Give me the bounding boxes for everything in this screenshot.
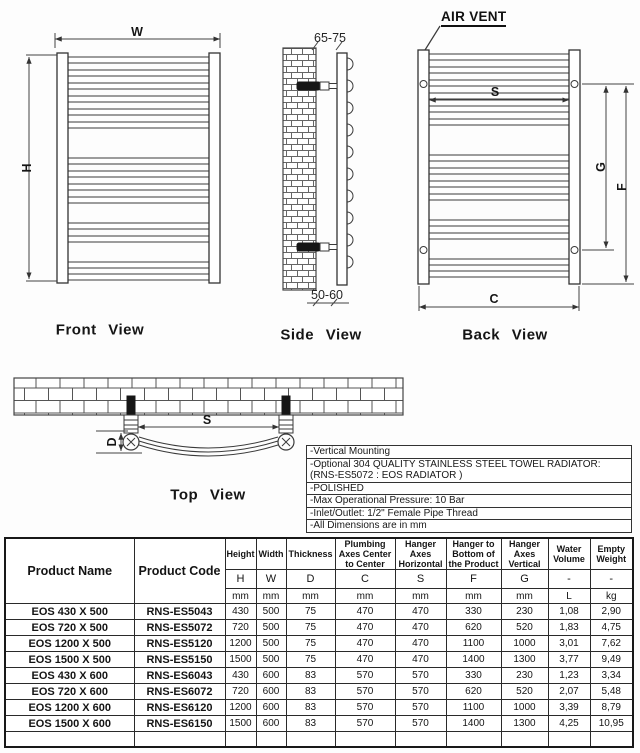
value-cell: 430	[225, 668, 256, 684]
value-cell: 1100	[446, 636, 501, 652]
value-cell: 500	[256, 636, 286, 652]
notes-box	[306, 445, 632, 533]
value-cell: 2,07	[548, 684, 590, 700]
table-row	[5, 684, 633, 700]
note-row	[307, 507, 631, 520]
value-cell: 570	[335, 668, 395, 684]
value-cell: 1300	[501, 652, 548, 668]
value-cell: 570	[395, 668, 446, 684]
value-cell	[501, 732, 548, 747]
column-header: Water Volume	[548, 538, 590, 570]
note-line: -POLISHED	[310, 482, 364, 494]
note-row	[307, 446, 631, 458]
value-cell: 83	[286, 716, 335, 732]
product-name-cell: EOS 430 X 500	[5, 604, 134, 620]
value-cell: 520	[501, 684, 548, 700]
value-cell: 330	[446, 668, 501, 684]
note-line: -All Dimensions are in mm	[310, 520, 427, 531]
column-unit: mm	[395, 589, 446, 604]
value-cell: 1,23	[548, 668, 590, 684]
product-code-cell: RNS-ES5043	[134, 604, 225, 620]
value-cell: 75	[286, 620, 335, 636]
column-symbol: H	[225, 570, 256, 589]
column-header: Hanger Axes Horizontal	[395, 538, 446, 570]
value-cell: 470	[335, 636, 395, 652]
product-code-cell	[134, 732, 225, 747]
column-symbol: G	[501, 570, 548, 589]
value-cell: 620	[446, 620, 501, 636]
side-view-drawing	[283, 42, 353, 306]
note-line: -Inlet/Outlet: 1/2" Female Pipe Thread	[310, 507, 478, 519]
value-cell	[590, 732, 633, 747]
dim-label-g: G	[594, 162, 608, 172]
product-code-cell: RNS-ES6072	[134, 684, 225, 700]
value-cell: 3,34	[590, 668, 633, 684]
column-unit: mm	[256, 589, 286, 604]
value-cell: 230	[501, 604, 548, 620]
value-cell: 600	[256, 716, 286, 732]
column-symbol: -	[590, 570, 633, 589]
product-code-cell: RNS-ES6043	[134, 668, 225, 684]
table-row	[5, 716, 633, 732]
column-header: Hanger to Bottom of the Product	[446, 538, 501, 570]
table-row	[5, 620, 633, 636]
value-cell: 75	[286, 636, 335, 652]
value-cell: 720	[225, 620, 256, 636]
value-cell: 720	[225, 684, 256, 700]
column-header: Thickness	[286, 538, 335, 570]
product-name-cell: EOS 720 X 600	[5, 684, 134, 700]
value-cell: 1500	[225, 716, 256, 732]
value-cell	[548, 732, 590, 747]
value-cell: 8,79	[590, 700, 633, 716]
back-view-title: Back View	[462, 326, 548, 344]
dim-label-h: H	[20, 163, 34, 173]
dim-label-f: F	[615, 183, 629, 191]
value-cell	[395, 732, 446, 747]
value-cell: 1500	[225, 652, 256, 668]
value-cell: 500	[256, 620, 286, 636]
product-name-cell: EOS 720 X 500	[5, 620, 134, 636]
dim-label-wall-offset-top: 65-75	[314, 31, 346, 45]
value-cell	[286, 732, 335, 747]
value-cell: 570	[395, 716, 446, 732]
value-cell: 1200	[225, 636, 256, 652]
dim-label-s-top: S	[202, 413, 212, 427]
note-row	[307, 458, 631, 482]
top-view-title: Top View	[170, 486, 246, 504]
value-cell: 470	[395, 652, 446, 668]
value-cell: 470	[395, 604, 446, 620]
column-unit: mm	[286, 589, 335, 604]
value-cell	[256, 732, 286, 747]
value-cell: 83	[286, 684, 335, 700]
value-cell: 470	[395, 620, 446, 636]
column-unit: mm	[335, 589, 395, 604]
product-code-cell: RNS-ES6150	[134, 716, 225, 732]
dim-label-s-back: S	[490, 85, 500, 99]
column-unit: mm	[446, 589, 501, 604]
dim-label-c: C	[489, 292, 499, 306]
air-vent-label: AIR VENT	[441, 9, 506, 27]
value-cell: 470	[395, 636, 446, 652]
value-cell	[225, 732, 256, 747]
value-cell: 3,39	[548, 700, 590, 716]
value-cell: 600	[256, 668, 286, 684]
value-cell: 570	[335, 716, 395, 732]
product-name-cell: EOS 1200 X 500	[5, 636, 134, 652]
value-cell: 4,25	[548, 716, 590, 732]
product-code-cell: RNS-ES5120	[134, 636, 225, 652]
column-header: Empty Weight	[590, 538, 633, 570]
column-symbol: C	[335, 570, 395, 589]
value-cell: 1000	[501, 700, 548, 716]
note-line: (RNS-ES5072 : EOS RADIATOR )	[310, 470, 463, 481]
value-cell: 7,62	[590, 636, 633, 652]
value-cell: 1200	[225, 700, 256, 716]
value-cell: 230	[501, 668, 548, 684]
table-row	[5, 668, 633, 684]
dim-label-wall-offset-bottom: 50-60	[311, 288, 343, 302]
value-cell: 5,48	[590, 684, 633, 700]
value-cell: 330	[446, 604, 501, 620]
column-unit: mm	[501, 589, 548, 604]
product-name-cell: EOS 1500 X 600	[5, 716, 134, 732]
value-cell: 1300	[501, 716, 548, 732]
value-cell: 620	[446, 684, 501, 700]
dim-label-w: W	[131, 25, 143, 39]
column-header: Width	[256, 538, 286, 570]
value-cell: 3,77	[548, 652, 590, 668]
value-cell: 75	[286, 652, 335, 668]
table-row	[5, 604, 633, 620]
note-row	[307, 519, 631, 532]
column-symbol: W	[256, 570, 286, 589]
product-name-cell: EOS 1200 X 600	[5, 700, 134, 716]
table-row	[5, 652, 633, 668]
value-cell: 520	[501, 620, 548, 636]
note-row	[307, 482, 631, 495]
value-cell: 1100	[446, 700, 501, 716]
value-cell: 83	[286, 700, 335, 716]
value-cell: 470	[335, 652, 395, 668]
value-cell: 570	[395, 700, 446, 716]
product-code-cell: RNS-ES6120	[134, 700, 225, 716]
table-row	[5, 700, 633, 716]
product-code-cell: RNS-ES5072	[134, 620, 225, 636]
note-line: -Optional 304 QUALITY STAINLESS STEEL TOWEL RADIATOR:	[310, 458, 601, 470]
value-cell: 1,08	[548, 604, 590, 620]
spec-table	[4, 537, 634, 748]
column-symbol: F	[446, 570, 501, 589]
value-cell	[446, 732, 501, 747]
value-cell: 600	[256, 684, 286, 700]
value-cell: 2,90	[590, 604, 633, 620]
value-cell: 1400	[446, 652, 501, 668]
product-code-cell: RNS-ES5150	[134, 652, 225, 668]
value-cell	[335, 732, 395, 747]
column-symbol: -	[548, 570, 590, 589]
value-cell: 1,83	[548, 620, 590, 636]
value-cell: 10,95	[590, 716, 633, 732]
value-cell: 470	[335, 604, 395, 620]
column-header: Product Code	[134, 538, 225, 604]
column-header: Plumbing Axes Center to Center	[335, 538, 395, 570]
value-cell: 1400	[446, 716, 501, 732]
value-cell: 600	[256, 700, 286, 716]
column-unit: L	[548, 589, 590, 604]
column-header: Height	[225, 538, 256, 570]
value-cell: 500	[256, 604, 286, 620]
column-unit: kg	[590, 589, 633, 604]
product-name-cell: EOS 1500 X 500	[5, 652, 134, 668]
value-cell: 470	[335, 620, 395, 636]
front-view-title: Front View	[55, 321, 145, 339]
product-name-cell	[5, 732, 134, 747]
front-view-drawing	[26, 33, 220, 283]
value-cell: 83	[286, 668, 335, 684]
value-cell: 1000	[501, 636, 548, 652]
column-unit: mm	[225, 589, 256, 604]
table-row	[5, 732, 633, 747]
value-cell: 75	[286, 604, 335, 620]
value-cell: 570	[335, 684, 395, 700]
product-name-cell: EOS 430 X 600	[5, 668, 134, 684]
value-cell: 500	[256, 652, 286, 668]
note-line: -Vertical Mounting	[310, 446, 391, 457]
value-cell: 570	[335, 700, 395, 716]
value-cell: 9,49	[590, 652, 633, 668]
table-row	[5, 636, 633, 652]
value-cell: 3,01	[548, 636, 590, 652]
value-cell: 430	[225, 604, 256, 620]
note-line: -Max Operational Pressure: 10 Bar	[310, 495, 465, 506]
column-symbol: S	[395, 570, 446, 589]
column-header: Product Name	[5, 538, 134, 604]
note-row	[307, 494, 631, 507]
dim-label-d: D	[105, 437, 119, 447]
side-view-title: Side View	[280, 326, 362, 344]
value-cell: 570	[395, 684, 446, 700]
column-header: Hanger Axes Vertical	[501, 538, 548, 570]
value-cell: 4,75	[590, 620, 633, 636]
column-symbol: D	[286, 570, 335, 589]
